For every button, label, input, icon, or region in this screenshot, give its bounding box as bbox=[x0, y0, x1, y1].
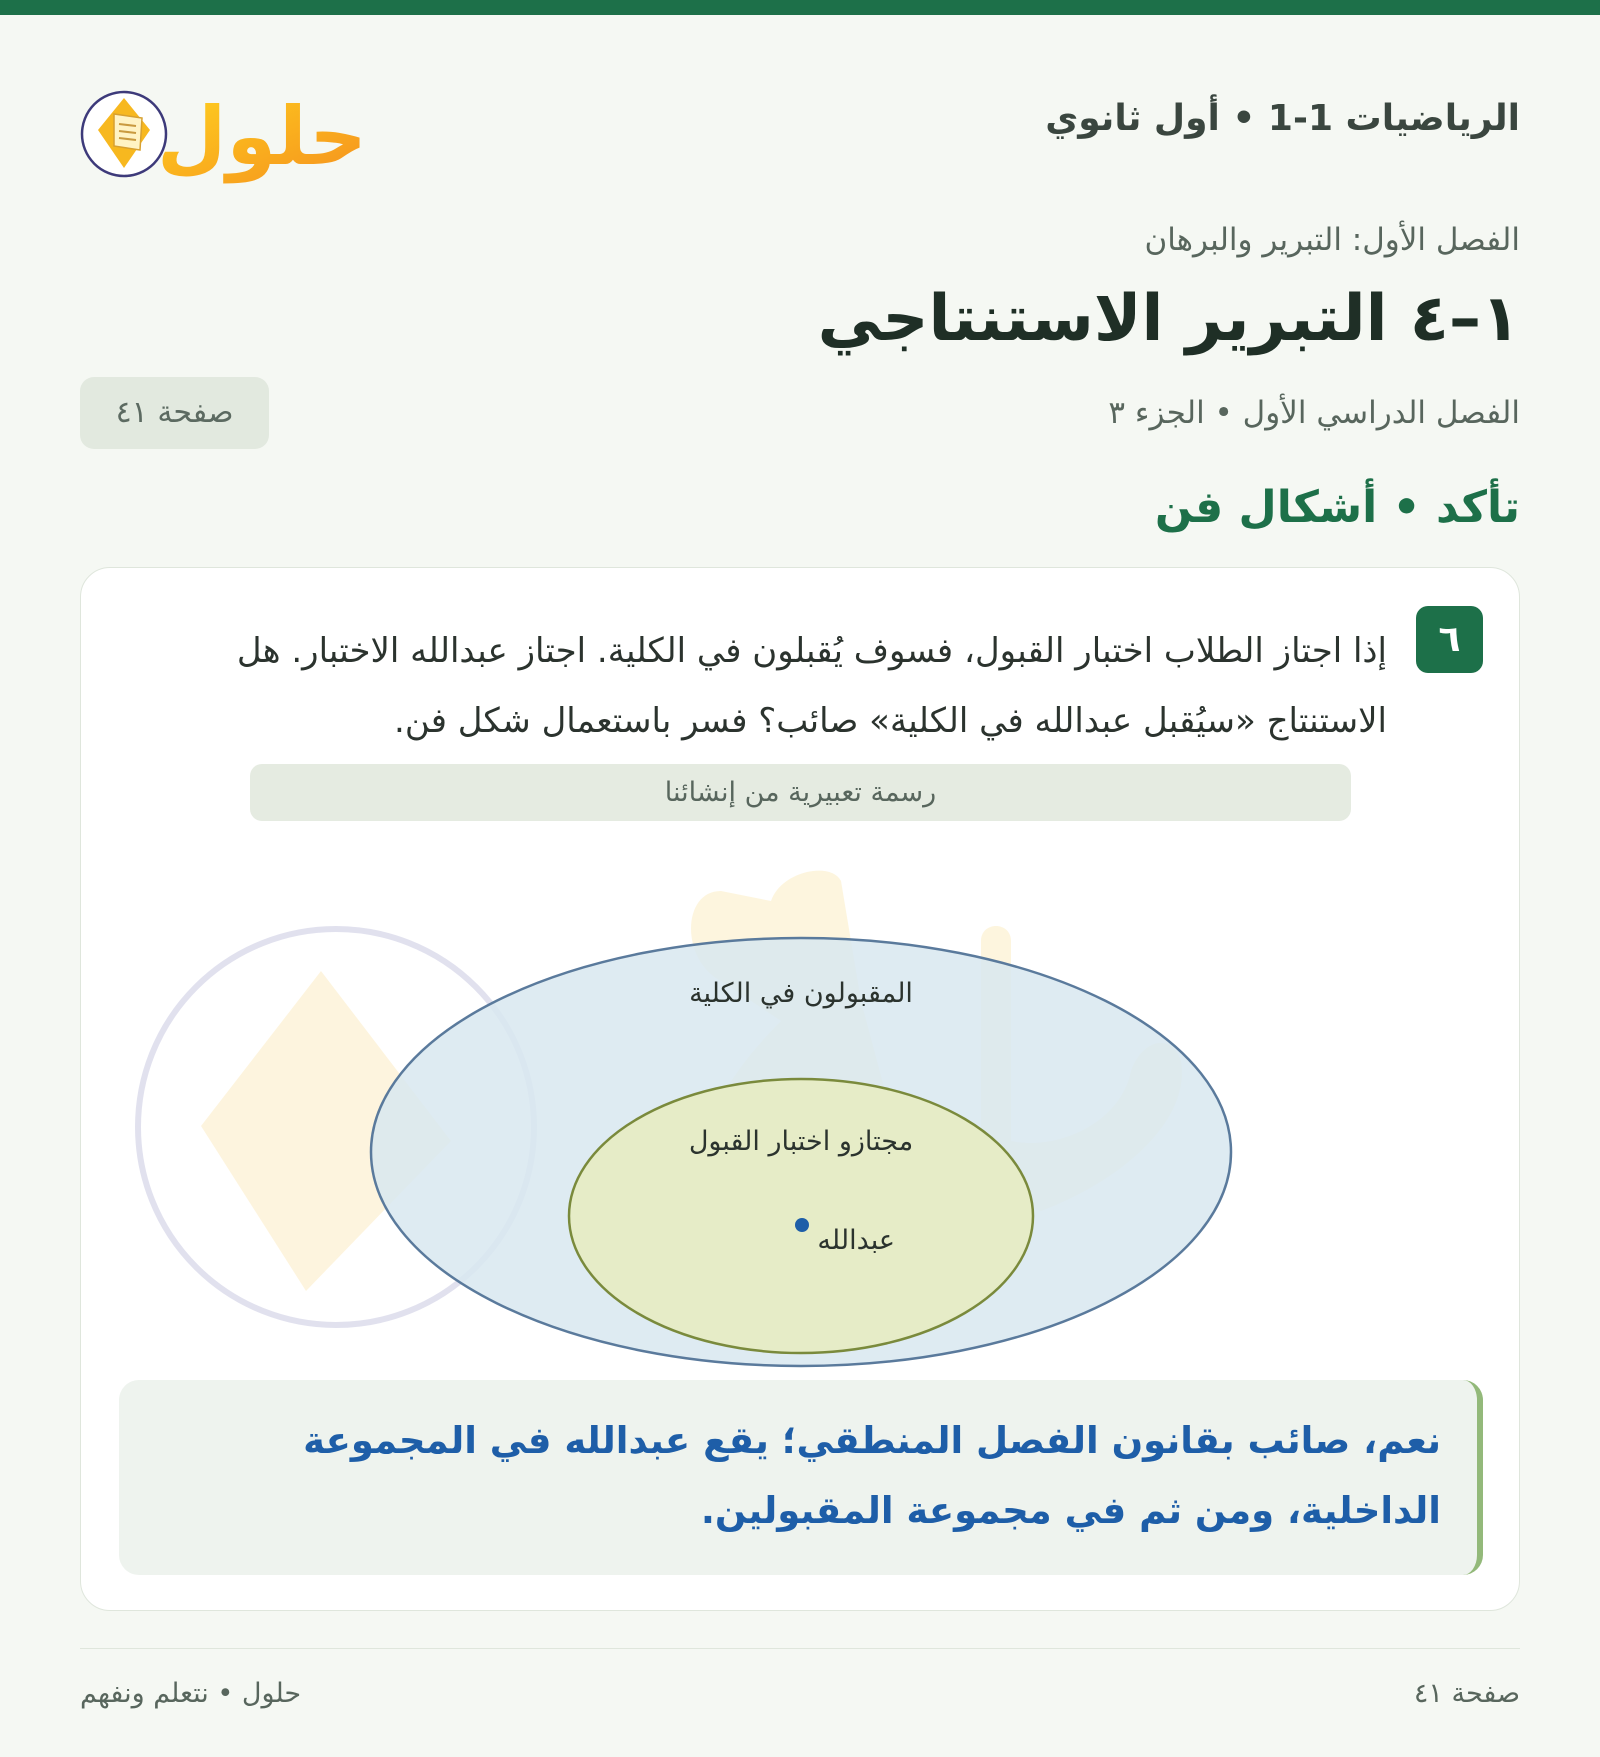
element-label: عبدالله bbox=[817, 1225, 895, 1256]
section-heading: تأكد • أشكال فن bbox=[1154, 482, 1520, 533]
element-point bbox=[795, 1218, 809, 1232]
question-number-badge: ٦ bbox=[1416, 606, 1483, 673]
question-text: إذا اجتاز الطلاب اختبار القبول، فسوف يُقبلون في الكلية. اجتاز عبدالله الاختبار. هل الاستنتاج «سيُقبل عبدالله في الكلية» صائب؟ فسر باستعمال شكل فن. bbox=[236, 631, 1387, 741]
venn-diagram bbox=[81, 821, 1521, 1381]
inner-set-ellipse bbox=[569, 1079, 1033, 1353]
answer-text: نعم، صائب بقانون الفصل المنطقي؛ يقع عبدالله في المجموعة الداخلية، ومن ثم في مجموعة المقبولين. bbox=[303, 1419, 1441, 1532]
term-label: الفصل الدراسي الأول • الجزء ٣ bbox=[1108, 395, 1520, 431]
question-card bbox=[80, 567, 1520, 1611]
page-number-badge: صفحة ٤١ bbox=[80, 377, 269, 449]
chapter-label: الفصل الأول: التبرير والبرهان bbox=[1144, 222, 1520, 258]
outer-set-label: المقبولون في الكلية bbox=[689, 978, 913, 1009]
inner-set-label: مجتازو اختبار القبول bbox=[688, 1126, 914, 1157]
footer-brand: حلول • نتعلم ونفهم bbox=[80, 1678, 302, 1709]
footer-page-number: صفحة ٤١ bbox=[1413, 1678, 1520, 1709]
diagram-caption: رسمة تعبيرية من إنشائنا bbox=[250, 764, 1351, 821]
hulul-logo[interactable] bbox=[80, 64, 360, 184]
top-accent-bar bbox=[0, 0, 1600, 15]
page-header bbox=[80, 60, 1520, 183]
lesson-title: ١–٤ التبرير الاستنتاجي bbox=[817, 282, 1520, 356]
svg-text:حلول: حلول bbox=[157, 90, 360, 183]
footer-divider bbox=[80, 1648, 1520, 1649]
answer-box bbox=[119, 1380, 1483, 1575]
subject-title: الرياضيات 1-1 • أول ثانوي bbox=[1045, 98, 1520, 139]
